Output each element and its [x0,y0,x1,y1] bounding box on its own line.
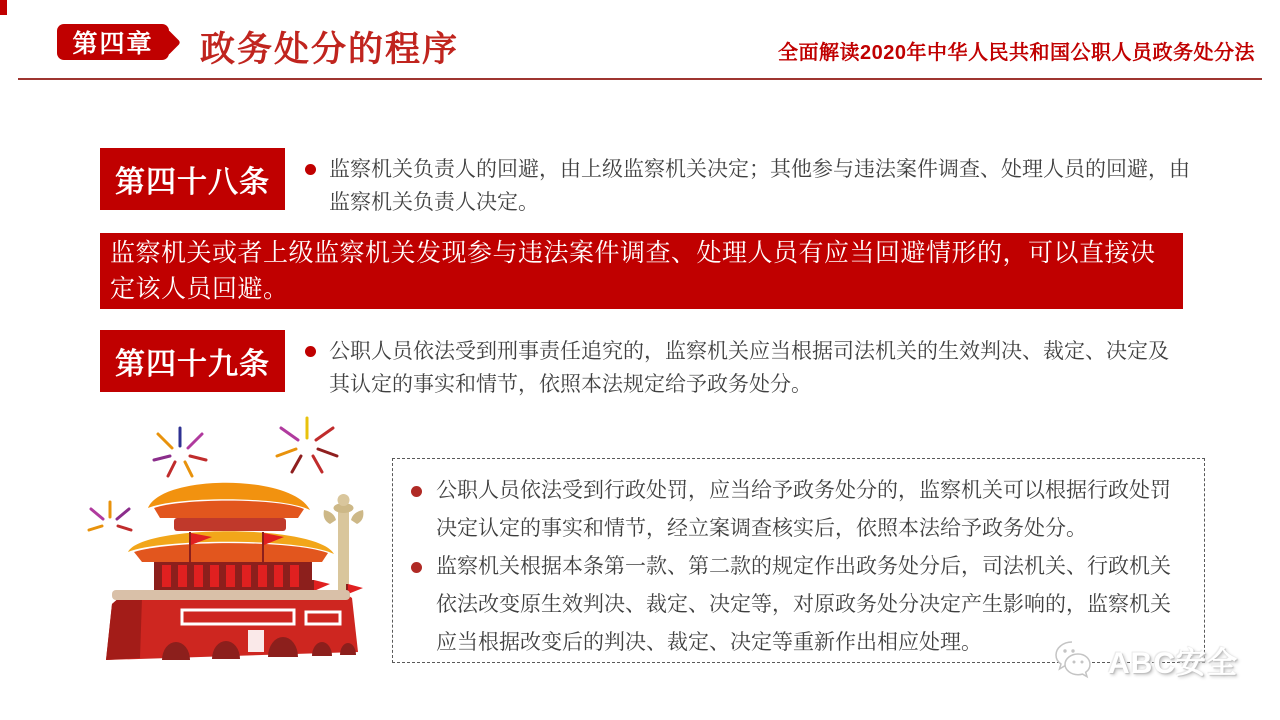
chapter-badge-label: 第四章 [72,30,154,58]
bullet-dot-icon [411,486,422,497]
wechat-icon [1052,638,1104,682]
corner-accent [0,0,7,15]
page-title: 政务处分的程序 [200,30,460,69]
note-item-text: 公职人员依法受到行政处罚，应当给予政务处分的，监察机关可以根据行政处罚决定认定的事实和情节，经立案调查核实后，依照本法给予政务处分。 [436,479,1171,540]
bullet-dot-icon [411,562,422,573]
article-49-badge: 第四十九条 [100,330,285,392]
chapter-badge [57,24,169,60]
article-49-text: 公职人员依法受到刑事责任追究的，监察机关应当根据司法机关的生效判决、裁定、决定及其认定的事实和情节，依照本法规定给予政务处分。 [329,340,1169,396]
huabiao-pillar [324,494,364,602]
note-item [411,472,1186,548]
bullet-dot-icon [305,164,316,175]
note-item-text: 监察机关根据本条第一款、第二款的规定作出政务处分后，司法机关、行政机关依法改变原生效判决、裁定、决定等，对原政务处分决定产生影响的，监察机关应当根据改变后的判决、裁定、决定等重新作出相应处理。 [436,555,1171,654]
gate-roofs [128,483,334,562]
header-divider [18,78,1262,80]
article-48-body [305,153,1195,219]
watermark-label: ABC安全 [1108,647,1238,680]
gate-base [106,590,358,660]
note-box [392,458,1205,663]
bullet-dot-icon [305,346,316,357]
article-48-text: 监察机关负责人的回避，由上级监察机关决定；其他参与违法案件调查、处理人员的回避，由监察机关负责人决定。 [329,158,1190,214]
article-48-badge: 第四十八条 [100,148,285,210]
article-49-body [305,335,1180,401]
tiananmen-fireworks-illustration [62,412,398,668]
slide-subtitle: 全面解读2020年中华人民共和国公职人员政务处分法 [778,42,1255,64]
watermark [1052,638,1238,682]
highlight-banner: 监察机关或者上级监察机关发现参与违法案件调查、处理人员有应当回避情形的，可以直接决定该人员回避。 [100,233,1183,309]
